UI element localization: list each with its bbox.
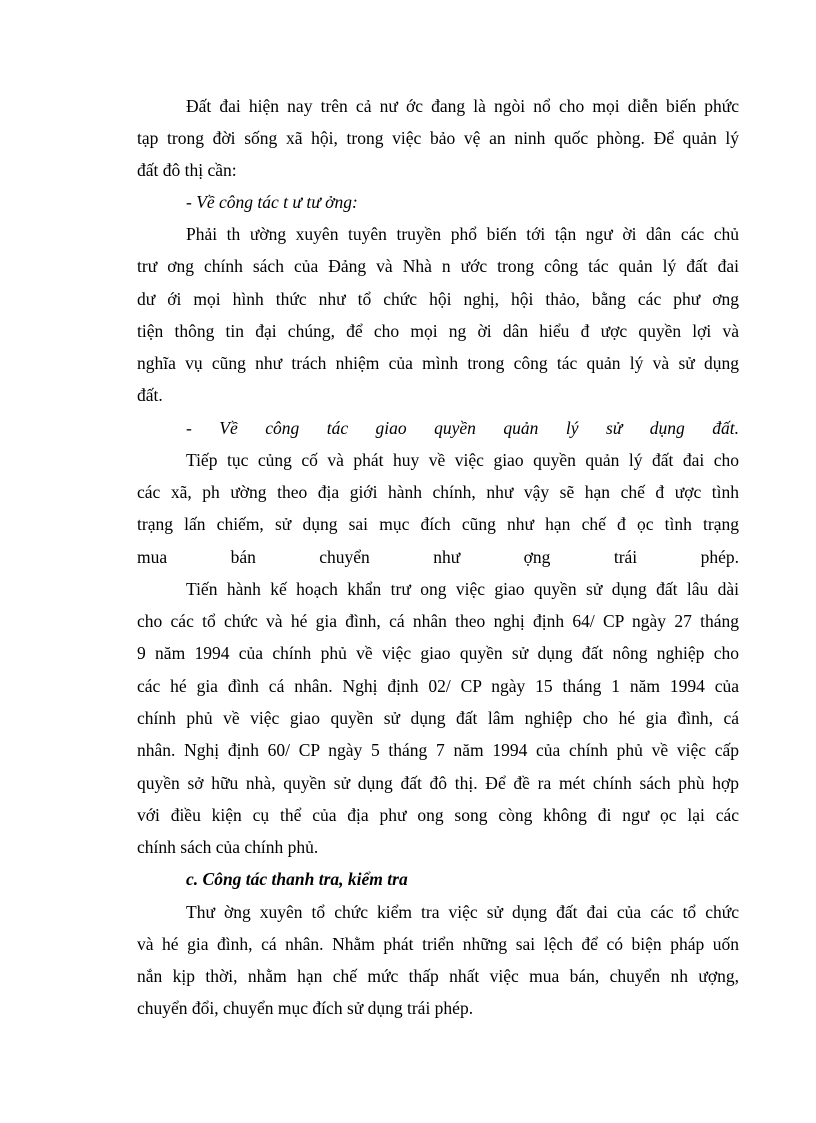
paragraph-ideology-line-5: nghĩa vụ cũng như trách nhiệm của mình trong công tác quản lý và sử dụng — [137, 353, 739, 373]
paragraph-decrees-line-7: quyền sở hữu nhà, quyền sử dụng đất đô thị. Để đề ra mét chính sách phù hợp — [137, 773, 739, 793]
paragraph-allocation-line-3: trạng lấn chiếm, sử dụng sai mục đích cũng như hạn chế đ ọc tình trạng — [137, 514, 739, 534]
paragraph-decrees-line-5: chính phủ về việc giao quyền sử dụng đất lâm nghiệp cho hé gia đình, cá — [137, 708, 739, 728]
paragraph-ideology-line-1: Phải th ường xuyên tuyên truyền phổ biến tới tận ngư ời dân các chủ — [186, 224, 739, 244]
paragraph-allocation-line-2: các xã, ph ường theo địa giới hành chính, như vậy sẽ hạn chế đ ược tình — [137, 482, 739, 502]
paragraph-inspection-line-2: và hé gia đình, cá nhân. Nhằm phát triển những sai lệch để có biện pháp uốn — [137, 934, 739, 954]
paragraph-decrees-line-6: nhân. Nghị định 60/ CP ngày 5 tháng 7 năm 1994 của chính phủ về việc cấp — [137, 740, 739, 760]
section-heading-inspection: c. Công tác thanh tra, kiểm tra — [186, 869, 408, 889]
paragraph-ideology-line-6: đất. — [137, 385, 163, 405]
paragraph-decrees-line-2: cho các tổ chức và hé gia đình, cá nhân theo nghị định 64/ CP ngày 27 tháng — [137, 611, 739, 631]
paragraph-ideology-line-3: dư ới mọi hình thức như tổ chức hội nghị, hội thảo, bằng các phư ơng — [137, 289, 739, 309]
paragraph-decrees-line-8: với điều kiện cụ thể của địa phư ong song còng không đi ngư ọc lại các — [137, 805, 739, 825]
paragraph-inspection-line-1: Thư ờng xuyên tổ chức kiểm tra việc sử dụng đất đai của các tổ chức — [186, 902, 739, 922]
paragraph-decrees-line-1: Tiến hành kế hoạch khẩn trư ong việc giao quyền sử dụng đất lâu dài — [186, 579, 739, 599]
paragraph-allocation-line-4: mua bán chuyển như ợng trái phép. — [137, 547, 739, 567]
paragraph-intro-line-1: Đất đai hiện nay trên cả nư ớc đang là ngòi nổ cho mọi diễn biến phức — [186, 96, 739, 116]
paragraph-decrees-line-3: 9 năm 1994 của chính phủ về việc giao quyền sử dụng đất nông nghiệp cho — [137, 643, 739, 663]
paragraph-decrees-line-9: chính sách của chính phủ. — [137, 837, 319, 857]
paragraph-ideology-line-2: trư ơng chính sách của Đảng và Nhà n ước trong công tác quản lý đất đai — [137, 256, 739, 276]
paragraph-allocation-line-1: Tiếp tục củng cố và phát huy về việc giao quyền quản lý đất đai cho — [186, 450, 739, 470]
paragraph-decrees-line-4: các hé gia đình cá nhân. Nghị định 02/ CP ngày 15 tháng 1 năm 1994 của — [137, 676, 739, 696]
subheading-ideology: - Về công tác t ư tư ởng: — [186, 192, 358, 212]
subheading-land-allocation: - Về công tác giao quyền quản lý sử dụng đất. — [186, 418, 739, 438]
paragraph-inspection-line-3: nắn kịp thời, nhằm hạn chế mức thấp nhất việc mua bán, chuyển nh ượng, — [137, 966, 739, 986]
paragraph-ideology-line-4: tiện thông tin đại chúng, để cho mọi ng ời dân hiểu đ ược quyền lợi và — [137, 321, 739, 341]
paragraph-intro-line-3: đất đô thị cần: — [137, 160, 237, 180]
paragraph-inspection-line-4: chuyển đổi, chuyển mục đích sử dụng trái phép. — [137, 998, 474, 1018]
paragraph-intro-line-2: tạp trong đời sống xã hội, trong việc bảo vệ an ninh quốc phòng. Để quản lý — [137, 128, 739, 148]
